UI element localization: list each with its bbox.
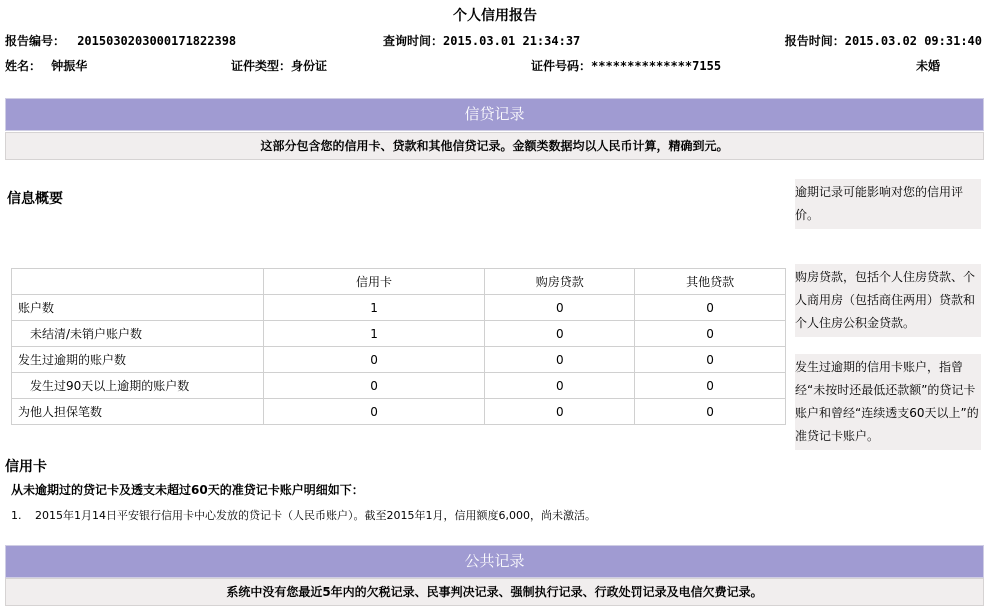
credit-card-item [11, 507, 596, 523]
report-time-value: 2015.03.02 09:31:40 [844, 34, 982, 48]
row-label: 账户数 [12, 295, 264, 321]
table-row [12, 399, 786, 425]
report-number-value: 2015030203000171822398 [77, 34, 237, 48]
id-type-label: 证件类型： [231, 59, 292, 73]
table-header-cell: 信用卡 [263, 269, 485, 295]
table-cell: 0 [485, 295, 635, 321]
overview-title: 信息概要 [7, 191, 63, 207]
report-number [5, 32, 236, 49]
row-label: 为他人担保笔数 [12, 399, 264, 425]
credit-card-title: 信用卡 [5, 459, 47, 475]
query-time [383, 32, 580, 49]
person-name-label: 姓名： [5, 59, 42, 73]
table-header-cell: 购房贷款 [485, 269, 635, 295]
id-number [531, 57, 721, 74]
table-cell: 0 [485, 321, 635, 347]
table-cell: 0 [263, 347, 485, 373]
overview-table [11, 268, 786, 425]
credit-card-subtitle: 从未逾期过的贷记卡及透支未超过60天的准贷记卡账户明细如下： [11, 483, 364, 497]
table-cell: 0 [263, 373, 485, 399]
table-header-row [12, 269, 786, 295]
credit-records-description: 这部分包含您的信用卡、贷款和其他信贷记录。金额类数据均以人民币计算，精确到元。 [5, 132, 984, 160]
table-cell: 1 [263, 321, 485, 347]
table-row [12, 373, 786, 399]
table-cell: 0 [635, 399, 786, 425]
report-number-label: 报告编号： [5, 34, 66, 48]
table-cell: 0 [635, 347, 786, 373]
id-type [231, 57, 327, 74]
row-label: 发生过逾期的账户数 [12, 347, 264, 373]
table-row [12, 321, 786, 347]
table-row [12, 295, 786, 321]
id-number-value: **************7155 [591, 59, 722, 73]
table-cell: 0 [635, 373, 786, 399]
table-cell: 0 [635, 295, 786, 321]
public-records-band: 公共记录 [5, 545, 984, 578]
table-header-cell [12, 269, 264, 295]
table-cell: 0 [485, 347, 635, 373]
person-name-value: 钟振华 [51, 59, 88, 73]
table-header-cell: 其他贷款 [635, 269, 786, 295]
query-time-label: 查询时间： [383, 34, 444, 48]
table-cell: 0 [263, 399, 485, 425]
table-cell: 0 [485, 373, 635, 399]
report-time [785, 32, 982, 49]
marital-status: 未婚 [916, 59, 941, 73]
credit-records-band: 信贷记录 [5, 98, 984, 131]
person-name [5, 57, 87, 74]
id-type-value: 身份证 [291, 59, 328, 73]
table-cell: 0 [635, 321, 786, 347]
row-label: 未结清/未销户账户数 [12, 321, 264, 347]
public-records-description: 系统中没有您最近5年内的欠税记录、民事判决记录、强制执行记录、行政处罚记录及电信欠费记录。 [5, 578, 984, 606]
page-title: 个人信用报告 [453, 8, 537, 24]
note-overdue-impact: 逾期记录可能影响对您的信用评价。 [795, 179, 981, 229]
table-cell: 1 [263, 295, 485, 321]
id-number-label: 证件号码： [531, 59, 592, 73]
row-label: 发生过90天以上逾期的账户数 [12, 373, 264, 399]
table-cell: 0 [485, 399, 635, 425]
query-time-value: 2015.03.01 21:34:37 [443, 34, 581, 48]
credit-card-item-text: 2015年1月14日平安银行信用卡中心发放的贷记卡（人民币账户）。截至2015年1月，信用额度6,000，尚未激活。 [35, 509, 596, 522]
note-housing-loan: 购房贷款，包括个人住房贷款、个人商用房（包括商住两用）贷款和个人住房公积金贷款。 [795, 264, 981, 337]
table-row [12, 347, 786, 373]
report-time-label: 报告时间： [784, 34, 845, 48]
note-overdue-card: 发生过逾期的信用卡账户，指曾经“未按时还最低还款额”的贷记卡账户和曾经“连续透支60天以上”的准贷记卡账户。 [795, 354, 981, 450]
credit-card-item-number: 1. [11, 509, 22, 522]
